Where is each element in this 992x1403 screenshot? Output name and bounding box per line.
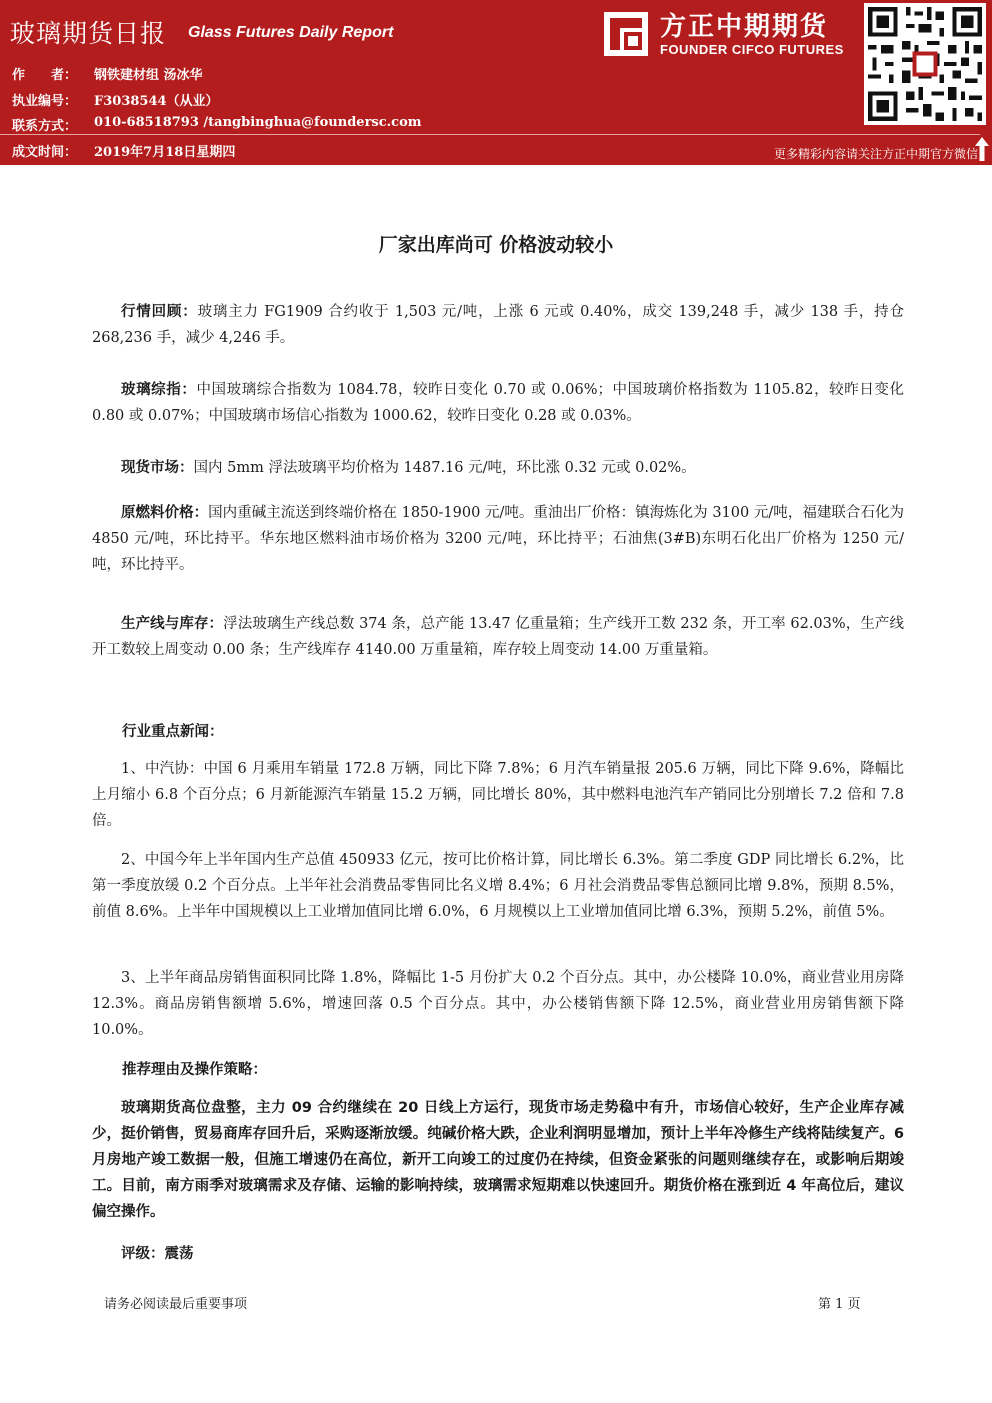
report-header xyxy=(0,0,992,165)
meta-date-value: 2019年7月18日星期四 xyxy=(94,145,236,160)
meta-contact-label: 联系方式： xyxy=(12,119,78,134)
news-item: 3、上半年商品房销售面积同比降 1.8%，降幅比 1-5 月份扩大 0.2 个百分点。其中，办公楼降 10.0%，商业营业用房降 12.3%。商品房销售额增 5.6%，增速回落 0.5 个百分点。其中，办公楼销售额下降 12.5%，商业营业用房销售额下降 10.0%。 xyxy=(92,970,904,1038)
founder-logo-icon xyxy=(604,12,648,56)
news-item: 2、中国今年上半年国内生产总值 450933 亿元，按可比价格计算，同比增长 6.3%。第二季度 GDP 同比增长 6.2%，比第一季度放缓 0.2 个百分点。上半年社会消费品零售同比名义增 8.4%；6 月社会消费品零售总额同比增 9.8%，预期 8.5%，前值 8.6%。上半年中国规模以上工业增加值同比增 6.0%，6 月规模以上工业增加值同比增 6.3%，预期 5.2%，前值 5%。 xyxy=(92,852,904,920)
report-title-en: Glass Futures Daily Report xyxy=(188,24,394,41)
spot-market-paragraph xyxy=(92,455,904,481)
rating-value: 震荡 xyxy=(164,1246,194,1262)
spot-market-label: 现货市场： xyxy=(121,460,194,476)
raw-material-paragraph xyxy=(92,500,904,578)
glass-index-label: 玻璃综指： xyxy=(121,382,197,398)
meta-contact-value[interactable]: 010-68518793 /tangbinghua@foundersc.com xyxy=(94,115,422,130)
raw-material-label: 原燃料价格： xyxy=(121,505,209,521)
footer-page-number: 第 1 页 xyxy=(818,1297,861,1312)
meta-license-label: 执业编号： xyxy=(12,94,78,109)
glass-index-paragraph xyxy=(92,377,904,429)
strategy-heading: 推荐理由及操作策略： xyxy=(122,1062,267,1078)
rating-line xyxy=(92,1241,904,1267)
production-inventory-label: 生产线与库存： xyxy=(121,616,224,632)
production-inventory-text: 浮法玻璃生产线总数 374 条，总产能 13.47 亿重量箱；生产线开工数 232 条，开工率 62.03%，生产线开工数较上周变动 0.00 条；生产线库存 4140.00 万重量箱，库存较上周变动 14.00 万重量箱。 xyxy=(92,616,905,658)
meta-author-label: 作 者： xyxy=(12,68,78,83)
brand-name-en: FOUNDER CIFCO FUTURES xyxy=(660,42,844,57)
meta-license-value: F3038544（从业） xyxy=(94,94,219,109)
document-title: 厂家出库尚可 价格波动较小 xyxy=(378,234,614,256)
qr-code-icon[interactable] xyxy=(864,3,986,125)
arrow-up-icon xyxy=(974,136,990,162)
raw-material-text: 国内重碱主流送到终端价格在 1850-1900 元/吨。重油出厂价格：镇海炼化为 3100 元/吨，福建联合石化为 4850 元/吨，环比持平。华东地区燃料油市场价格为 3200 元/吨，环比持平；石油焦(3#B)东明石化出厂价格为 1250 元/吨，环比持平。 xyxy=(92,505,905,573)
market-review-text: 玻璃主力 FG1909 合约收于 1,503 元/吨，上涨 6 元或 0.40%，成交 139,248 手，减少 138 手，持仓 268,236 手，减少 4,246 手。 xyxy=(92,304,904,346)
glass-index-text: 中国玻璃综合指数为 1084.78，较昨日变化 0.70 或 0.06%；中国玻璃价格指数为 1105.82，较昨日变化 0.80 或 0.07%；中国玻璃市场信心指数为 1000.62，较昨日变化 0.28 或 0.03%。 xyxy=(92,382,904,424)
strategy-paragraph: 玻璃期货高位盘整，主力 09 合约继续在 20 日线上方运行，现货市场走势稳中有升，市场信心较好，生产企业库存减少，挺价销售，贸易商库存回升后，采购逐渐放缓。纯碱价格大跌，企业利润明显增加，预计上半年冷修生产线将陆续复产。6 月房地产竣工数据一般，但施工增速仍在高位，新开工向竣工的过度仍在持续，但资金紧张的问题则继续存在，或影响后期竣工。目前，南方雨季对玻璃需求及存储、运输的影响持续，玻璃需求短期难以快速回升。期货价格在涨到近 4 年高位后，建议偏空操作。 xyxy=(92,1100,904,1220)
report-title-cn: 玻璃期货日报 xyxy=(10,19,167,48)
production-inventory-paragraph xyxy=(92,611,904,663)
follow-wechat-text: 更多精彩内容请关注方正中期官方微信 xyxy=(773,147,978,161)
rating-label: 评级： xyxy=(121,1246,165,1262)
brand-name-cn: 方正中期期货 xyxy=(660,12,829,42)
market-review-paragraph xyxy=(92,299,904,351)
meta-author-value: 钢铁建材组 汤冰华 xyxy=(94,68,203,83)
spot-market-text: 国内 5mm 浮法玻璃平均价格为 1487.16 元/吨，环比涨 0.32 元或 0.02%。 xyxy=(193,460,696,476)
header-divider xyxy=(0,134,980,135)
market-review-label: 行情回顾： xyxy=(121,304,198,320)
meta-date-label: 成文时间： xyxy=(12,145,78,160)
industry-news-heading: 行业重点新闻： xyxy=(122,724,224,740)
news-item: 1、中汽协：中国 6 月乘用车销量 172.8 万辆，同比下降 7.8%；6 月汽车销量报 205.6 万辆，同比下降 9.6%，降幅比上月缩小 6.8 个百分点；6 月新能源汽车销量 15.2 万辆，同比增长 80%，其中燃料电池汽车产销同比分别增长 7.2 倍和 7.8 倍。 xyxy=(92,761,904,829)
footer-disclaimer-note: 请务必阅读最后重要事项 xyxy=(104,1297,248,1312)
